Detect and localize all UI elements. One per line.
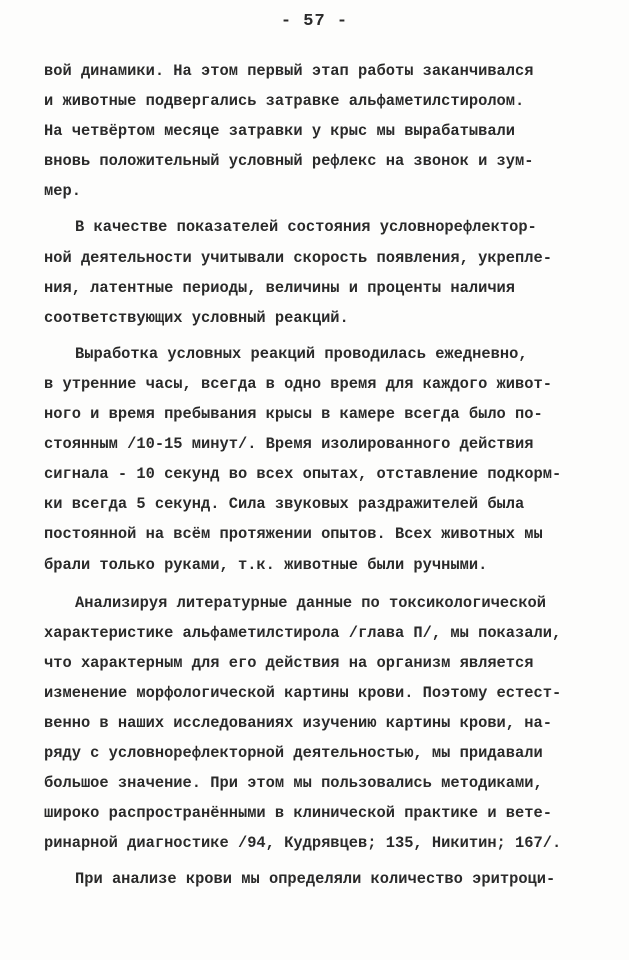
text-line: широко распространёнными в клинической практике и вете-	[44, 804, 552, 823]
text-line: в утренние часы, всегда в одно время для каждого живот-	[44, 374, 552, 393]
text-line: характеристике альфаметилстирола /глава П/, мы показали,	[44, 623, 562, 642]
paragraph-5	[44, 864, 604, 894]
text-line: ния, латентные периоды, величины и проценты наличия	[44, 278, 516, 297]
paragraph-1	[44, 56, 604, 206]
text-line: ряду с условнорефлекторной деятельностью, мы придавали	[44, 744, 543, 763]
paragraph-3	[44, 339, 604, 580]
body-text	[44, 56, 604, 895]
text-line: ного и время пребывания крысы в камере всегда было по-	[44, 405, 543, 424]
page-number: - 57 -	[280, 12, 349, 31]
text-line: стоянным /10-15 минут/. Время изолированного действия	[44, 435, 534, 454]
text-line: вновь положительный условный рефлекс на звонок и зум-	[44, 152, 534, 171]
text-line: ной деятельности учитывали скорость появления, укрепле-	[44, 248, 552, 267]
text-line: что характерным для его действия на организм является	[44, 653, 534, 672]
text-line: В качестве показателей состояния условнорефлектор-	[75, 218, 537, 237]
text-line: ки всегда 5 секунд. Сила звуковых раздражителей была	[44, 495, 525, 514]
text-line: Выработка условных реакций проводилась ежедневно,	[75, 344, 528, 363]
text-line: и животные подвергались затравке альфаметилстиролом.	[44, 92, 525, 111]
text-line: Анализируя литературные данные по токсикологической	[75, 593, 547, 612]
text-line: брали только руками, т.к. животные были ручными.	[44, 555, 488, 574]
text-line: сигнала - 10 секунд во всех опытах, отставление подкорм-	[44, 465, 562, 484]
text-line: постоянной на всём протяжении опытов. Всех животных мы	[44, 525, 543, 544]
paragraph-4	[44, 588, 604, 859]
paragraph-2	[44, 212, 604, 332]
text-line: изменение морфологической картины крови. Поэтому естест-	[44, 683, 562, 702]
text-line: мер.	[44, 182, 81, 201]
text-line: венно в наших исследованиях изучению картины крови, на-	[44, 713, 552, 732]
text-line: При анализе крови мы определяли количество эритроци-	[75, 870, 556, 889]
text-line: вой динамики. На этом первый этап работы заканчивался	[44, 62, 534, 80]
text-line: На четвёртом месяце затравки у крыс мы вырабатывали	[44, 122, 516, 141]
text-line: большое значение. При этом мы пользовались методиками,	[44, 774, 543, 793]
text-line: соответствующих условный реакций.	[44, 308, 349, 327]
text-line: ринарной диагностике /94, Кудрявцев; 135, Никитин; 167/.	[44, 834, 562, 853]
